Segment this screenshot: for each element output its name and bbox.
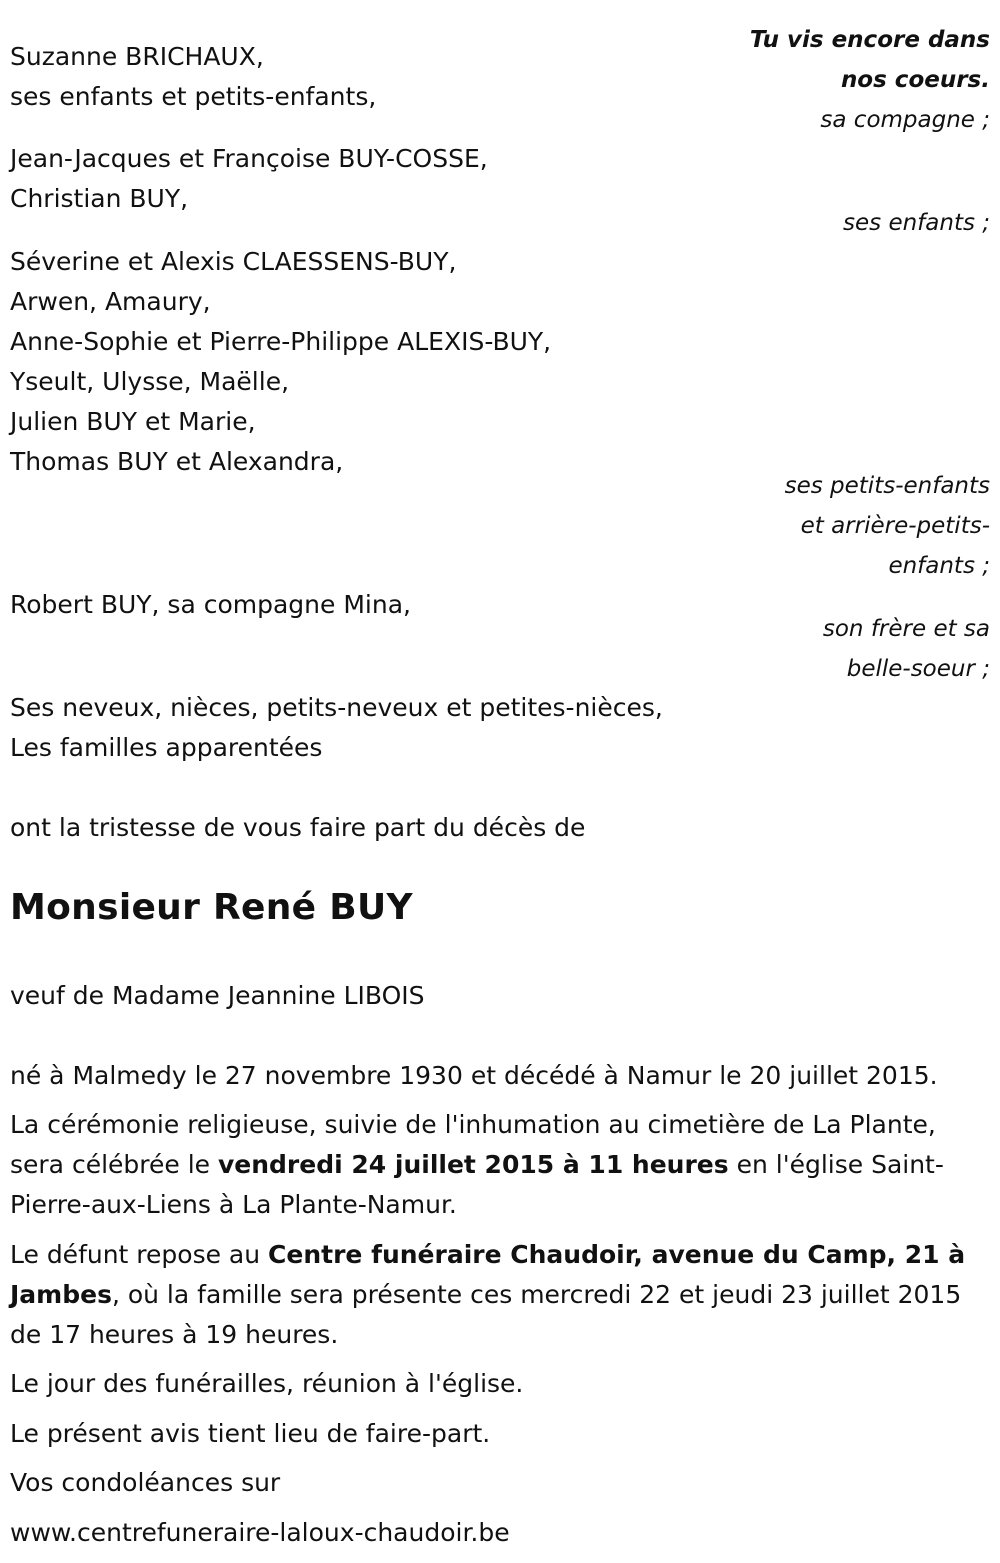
- repose-intro: Le défunt repose au: [10, 1240, 269, 1269]
- family-others-line-1: Ses neveux, nièces, petits-neveux et petites-nièces,: [10, 693, 663, 722]
- ceremony-paragraph: [10, 1105, 992, 1225]
- condolences-label: Vos condoléances sur: [10, 1468, 281, 1497]
- family-children-role: ses enfants ;: [843, 210, 990, 236]
- family-companion-line-2: ses enfants et petits-enfants,: [10, 82, 377, 111]
- deceased-birth-death: né à Malmedy le 27 novembre 1930 et décédé à Namur le 20 juillet 2015.: [10, 1061, 938, 1090]
- repose-outro: , où la famille sera présente ces mercredi 22 et jeudi 23 juillet 2015 de 17 heures à 19 heures.: [10, 1280, 962, 1349]
- family-grandchildren-line-6: Thomas BUY et Alexandra,: [10, 447, 344, 476]
- motto-line-2: nos coeurs.: [840, 67, 990, 93]
- announcement: ont la tristesse de vous faire part du décès de: [10, 813, 586, 842]
- repose-paragraph: [10, 1235, 992, 1355]
- deceased-widower-of: veuf de Madame Jeannine LIBOIS: [10, 981, 425, 1010]
- ceremony-datetime: vendredi 24 juillet 2015 à 11 heures: [217, 1150, 729, 1179]
- ceremony-outro: en l'église Saint-Pierre-aux-Liens à La Plante-Namur.: [10, 1150, 944, 1219]
- family-grandchildren-line-4: Yseult, Ulysse, Maëlle,: [10, 367, 290, 396]
- family-grandchildren-line-5: Julien BUY et Marie,: [10, 407, 256, 436]
- family-others-line-2: Les familles apparentées: [10, 733, 323, 762]
- family-companion-role: sa compagne ;: [820, 107, 990, 133]
- motto-line-1: Tu vis encore dans: [749, 27, 990, 53]
- condolences-website[interactable]: www.centrefuneraire-laloux-chaudoir.be: [10, 1518, 510, 1547]
- family-grandchildren-role-line-1: ses petits-enfants: [784, 473, 990, 499]
- family-children-line-2: Christian BUY,: [10, 184, 189, 213]
- notice-note: Le présent avis tient lieu de faire-part.: [10, 1419, 491, 1448]
- ceremony-intro: La cérémonie religieuse, suivie de l'inhumation au cimetière de La Plante, sera célébrée le: [10, 1110, 936, 1179]
- family-grandchildren-role-line-3: enfants ;: [888, 553, 990, 579]
- deceased-name: Monsieur René BUY: [10, 887, 413, 928]
- family-brother-role-line-2: belle-soeur ;: [846, 656, 990, 682]
- gathering-note: Le jour des funérailles, réunion à l'église.: [10, 1369, 524, 1398]
- family-grandchildren-line-2: Arwen, Amaury,: [10, 287, 211, 316]
- family-grandchildren-line-1: Séverine et Alexis CLAESSENS-BUY,: [10, 247, 457, 276]
- family-children-line-1: Jean-Jacques et Françoise BUY-COSSE,: [10, 144, 488, 173]
- family-grandchildren-line-3: Anne-Sophie et Pierre-Philippe ALEXIS-BUY,: [10, 327, 552, 356]
- family-grandchildren-role-line-2: et arrière-petits-: [800, 513, 990, 539]
- family-brother-line-1: Robert BUY, sa compagne Mina,: [10, 590, 411, 619]
- family-brother-role-line-1: son frère et sa: [822, 616, 990, 642]
- family-companion-line-1: Suzanne BRICHAUX,: [10, 42, 264, 71]
- repose-place: Centre funéraire Chaudoir, avenue du Camp, 21 à Jambes: [10, 1240, 966, 1309]
